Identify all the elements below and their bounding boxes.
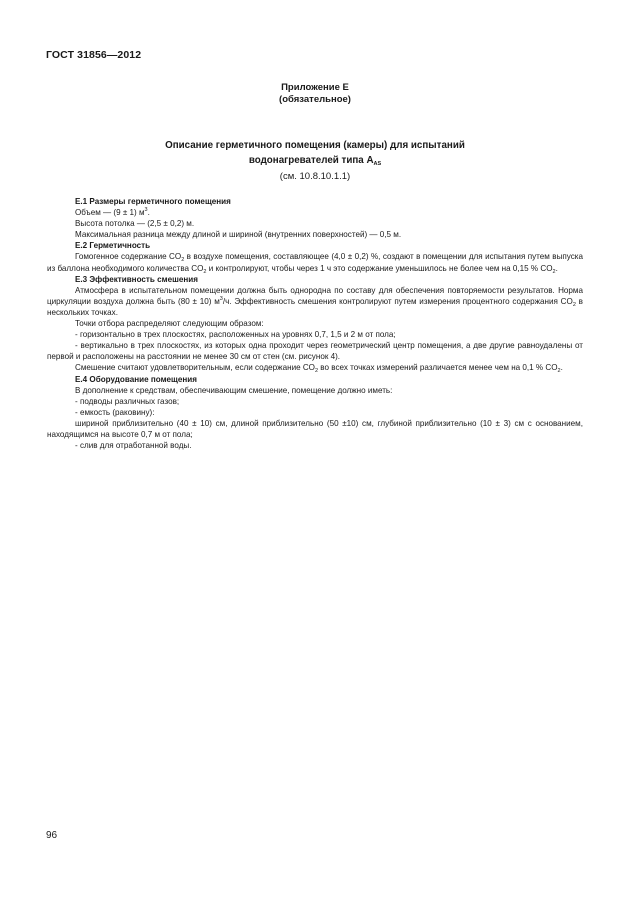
section-heading-e3: Е.3 Эффективность смешения (75, 274, 198, 284)
paragraph-max-difference: Максимальная разница между длиной и шириной (внутренних поверхностей) — 0,5 м. (75, 230, 402, 240)
document-title-line1: Описание герметичного помещения (камеры) для испытаний (165, 140, 465, 151)
paragraph-mixing-criterion: Смешение считают удовлетворительным, если содержание $CO_2$ во всех точках измерений различается менее чем на 0,1 % $CO_2$. (75, 363, 563, 375)
paragraph-atmosphere: Атмосфера в испытательном помещении должна быть однородна по составу для обеспечения повторяемости результатов. Норма циркуляции воздуха должна быть (80 ± 10) $м^3/ч$. Эффективность смешения контролируют путем измерения процентного содержания $CO_2$ в нескольких точках. (47, 285, 583, 317)
paragraph-ceiling: Высота потолка — (2,5 ± 0,2) м. (75, 219, 195, 229)
page-number: 96 (46, 830, 58, 841)
document-body (47, 196, 583, 451)
document-title-subscript: AS (373, 161, 382, 167)
section-heading-e1: Е.1 Размеры герметичного помещения (75, 197, 231, 206)
list-item-vertical: - вертикально в трех плоскостях, из которых одна проходит через геометрический центр помещения, а две другие равноудалены от первой и расположены на расстоянии не менее 30 см от стен (см. рисунок 4). (47, 341, 583, 362)
document-reference: (см. 10.8.10.1.1) (279, 171, 351, 182)
paragraph-volume: Объем — (9 ± 1) $м^3$. (75, 207, 150, 218)
document-title-line2-text: водонагревателей типа A (248, 155, 374, 166)
appendix-subtitle: (обязательное) (279, 94, 351, 105)
section-heading-e2: Е.2 Герметичность (75, 241, 151, 251)
list-item-gas-supply: - подводы различных газов; (75, 396, 180, 406)
paragraph-equipment-intro: В дополнение к средствам, обеспечивающим смешение, помещение должно иметь: (75, 385, 393, 395)
paragraph-sampling-points: Точки отбора распределяют следующим образом: (75, 319, 264, 329)
paragraph-tightness: Гомогенное содержание $CO_2$ в воздухе помещения, составляющее (4,0 ± 0,2) %, создают в помещении для испытания путем выпуска из баллона необходимого количества $CO_2$ и контролируют, чтобы через 1 ч это содержание уменьшилось не более чем на 0,15 % $CO_2$. (47, 252, 583, 275)
list-item-sink: - емкость (раковину): (75, 407, 155, 417)
document-code: ГОСТ 31856—2012 (46, 49, 142, 61)
document-title-line2 (0, 155, 630, 166)
appendix-title: Приложение Е (281, 82, 349, 93)
paragraph-sink-dimensions: шириной приблизительно (40 ± 10) см, длиной приблизительно (50 ±10) см, глубиной приблизительно (10 ± 3) см с основанием, находящимся на высоте 0,7 м от пола; (47, 418, 583, 439)
list-item-drain: - слив для отработанной воды. (75, 441, 192, 451)
list-item-horizontal: - горизонтально в трех плоскостях, расположенных на уровнях 0,7, 1,5 и 2 м от пола; (75, 330, 396, 340)
section-heading-e4: Е.4 Оборудование помещения (75, 374, 197, 384)
